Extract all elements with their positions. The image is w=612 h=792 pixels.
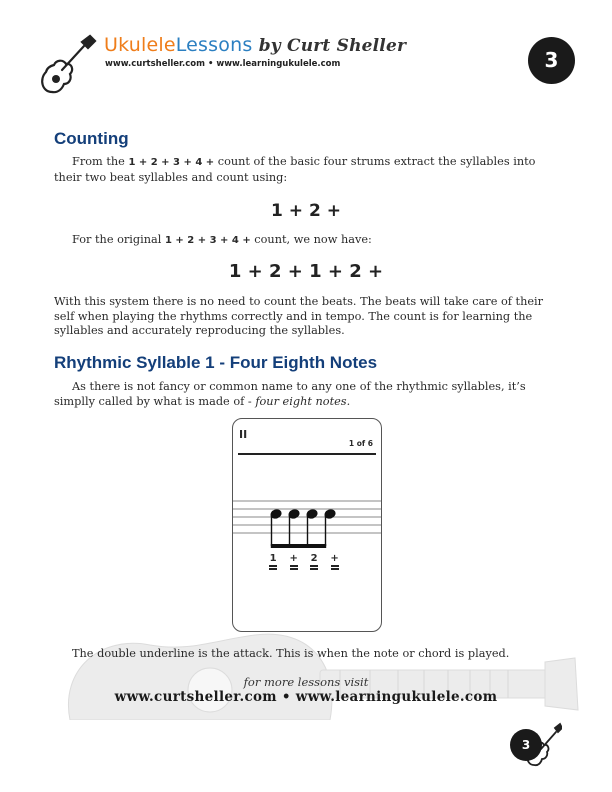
syllable-heading: Rhythmic Syllable 1 - Four Eighth Notes	[54, 353, 378, 372]
card-divider	[238, 453, 376, 455]
full-count: 1 + 2 + 1 + 2 +	[228, 261, 384, 282]
count-inline-1: 1 + 2 + 3 + 4 +	[128, 157, 215, 168]
brand-ukulele: Ukulele	[104, 34, 176, 56]
count-plus-1: +	[289, 554, 297, 570]
page-number-badge: 3	[528, 37, 575, 84]
brand-author: by Curt Sheller	[258, 36, 407, 56]
count-1: 1	[269, 554, 277, 570]
attack-caption: The double underline is the attack. This is when the note or chord is played.	[72, 647, 510, 660]
notation-staff	[233, 494, 381, 584]
counting-paragraph-1: From the 1 + 2 + 3 + 4 + count of the basic four strums extract the syllables into their two beat syllables and count using:	[54, 155, 536, 184]
ukulele-logo-icon	[34, 32, 100, 98]
footer-websites: www.curtsheller.com • www.learningukulele.com	[114, 689, 498, 705]
count-plus-2: +	[330, 554, 338, 570]
count-inline-2: 1 + 2 + 3 + 4 +	[164, 235, 251, 246]
pause-icon: II	[239, 428, 248, 441]
syllable-italic: four eight notes.	[255, 394, 351, 408]
brand-lessons: Lessons	[175, 34, 253, 56]
eighth-notes	[270, 508, 337, 548]
footer-page-number: 3	[510, 729, 542, 761]
counting-paragraph-3: With this system there is no need to count the beats. The beats will take care of their self when playing the rhythms correctly and in tempo. The count is for learning the syllables and accurately reproducing the syllables.	[54, 295, 544, 337]
brand-title	[104, 34, 406, 56]
card-counter: 1 of 6	[348, 439, 373, 448]
count-2: 2	[310, 554, 318, 570]
rhythm-card	[232, 418, 382, 632]
syllable-paragraph: As there is not fancy or common name to any one of the rhythmic syllables, it’s simplly called by what is made of - four eight notes.	[54, 380, 526, 408]
count-row	[263, 554, 345, 570]
counting-paragraph-2: For the original 1 + 2 + 3 + 4 + count, we now have:	[72, 233, 372, 246]
note-beam	[271, 544, 326, 548]
footer-visit-text: for more lessons visit	[243, 675, 369, 689]
counting-heading: Counting	[54, 129, 129, 148]
beat-syllable-count: 1 + 2 +	[271, 201, 341, 221]
header-websites: www.curtsheller.com • www.learningukulele.com	[105, 59, 341, 69]
